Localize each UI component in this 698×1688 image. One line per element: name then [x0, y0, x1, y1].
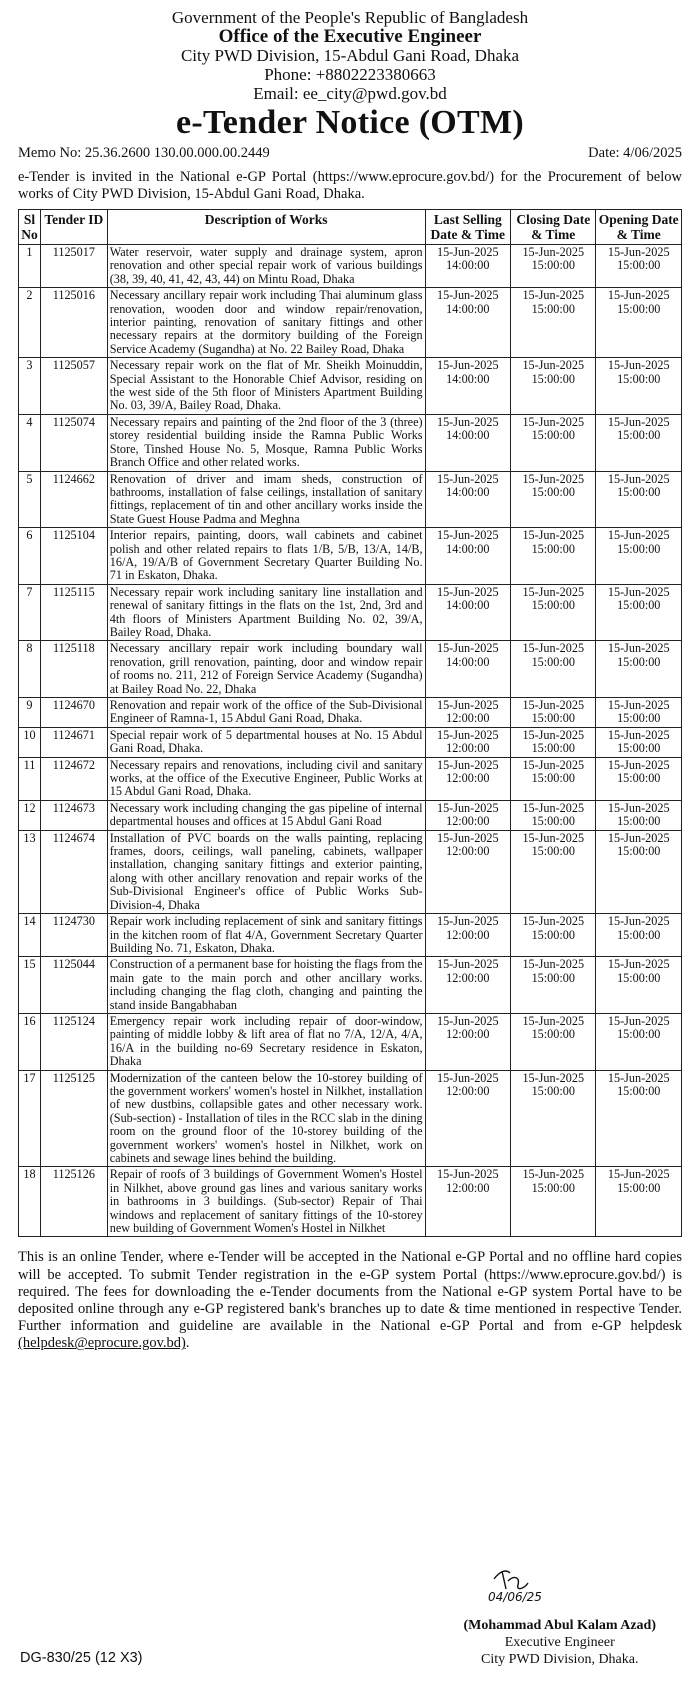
row-closing-cell: 15-Jun-2025 15:00:00 — [511, 698, 596, 728]
row-description-cell: Necessary repairs and renovations, including civil and sanitary works, at the office of the Executive Engineer, Public Works at 15 Abdul Gani Road, Dhaka. — [107, 757, 425, 800]
row-description-cell: Necessary repair work including sanitary line installation and renewal of sanitary fittings in the flats on the 1st, 2nd, 3rd and 4th floors of Ministers Apartment Building No. 02, 39/A, Bailey Road, Dhaka. — [107, 584, 425, 641]
row-closing-cell: 15-Jun-2025 15:00:00 — [511, 957, 596, 1014]
row-description-cell: Modernization of the canteen below the 10-storey building of the government workers' women's hostel in Nilkhet, installation of new dustbins, collapsible gates and other necessary work. (Sub-section) - Installation of tiles in the RCC slab in the dining room on the ground floor of the 10-storey building of the government workers' women's hostel in Nilkhet, work on cabinets and sewage lines behind the building. — [107, 1070, 425, 1167]
table-row — [19, 358, 682, 415]
row-closing-cell: 15-Jun-2025 15:00:00 — [511, 584, 596, 641]
handwritten-signature — [480, 1565, 560, 1607]
row-description-cell: Construction of a permanent base for hoisting the flags from the main gate to the main porch and other ancillary works. including changing the flag cloth, changing and painting the stand inside Bangabhaban — [107, 957, 425, 1014]
row-sl-cell: 13 — [19, 830, 41, 913]
row-description-cell: Water reservoir, water supply and drainage system, apron renovation and other special repair work of various buildings (38, 39, 40, 41, 42, 43, 44) on Mintu Road, Dhaka — [107, 245, 425, 288]
table-row — [19, 245, 682, 288]
row-description-cell: Necessary ancillary repair work including Thai aluminum glass renovation, wooden door and window repair/renovation, interior painting, renovation of sanitary fittings and other necessary repairs at the dormitory building of the Foreign Service Academy (Sugandha) at No. 22 Bailey Road, Dhaka — [107, 288, 425, 358]
row-description-cell: Necessary ancillary repair work including boundary wall renovation, grill renovation, painting, door and window repair of rooms no. 211, 212 of Foreign Service Academy (Sugandha) at Bailey Road No. 22, Dhaka — [107, 641, 425, 698]
table-row — [19, 414, 682, 471]
row-sl-cell: 3 — [19, 358, 41, 415]
row-tender-id-cell: 1124674 — [40, 830, 107, 913]
memo-row — [18, 145, 682, 162]
row-description-cell: Installation of PVC boards on the walls painting, replacing frames, doors, ceilings, wall paneling, cabinets, wallpaper installation, changing sanitary fittings and exterior painting, along with other ancillary renovation and repair works of the Sub-Divisional Engineer's office of Public Works Sub-Division-4, Dhaka — [107, 830, 425, 913]
row-description-cell: Renovation of driver and imam sheds, construction of bathrooms, installation of false ceilings, installation of sanitary fittings, replacement of tin and other ancillary works inside the State Guest House Padma and Meghna — [107, 471, 425, 528]
row-last-selling-cell: 15-Jun-2025 14:00:00 — [425, 358, 510, 415]
row-last-selling-cell: 15-Jun-2025 12:00:00 — [425, 757, 510, 800]
signer-designation: Executive Engineer — [504, 1635, 615, 1650]
memo-number: Memo No: 25.36.2600 130.00.000.00.2449 — [18, 145, 270, 161]
row-last-selling-cell: 15-Jun-2025 12:00:00 — [425, 1167, 510, 1237]
row-last-selling-cell: 15-Jun-2025 14:00:00 — [425, 414, 510, 471]
row-last-selling-cell: 15-Jun-2025 14:00:00 — [425, 641, 510, 698]
footer-text: This is an online Tender, where e-Tender will be accepted in the National e-GP Portal and no offline hard copies will be accepted. To submit Tender registration in the e-GP system Portal (https://www.eprocure.gov.bd/) is required. The fees for downloading the e-Tender documents from the National e-GP system Portal have to be deposited online through any e-GP registered bank's branches up to date & time mentioned in respective Tender. Further information and guideline are available in the National e-GP Portal and from e-GP helpdesk — [18, 1249, 682, 1335]
row-closing-cell: 15-Jun-2025 15:00:00 — [511, 245, 596, 288]
table-row — [19, 1167, 682, 1237]
row-last-selling-cell: 15-Jun-2025 12:00:00 — [425, 957, 510, 1014]
row-sl-cell: 4 — [19, 414, 41, 471]
table-row — [19, 757, 682, 800]
row-opening-cell: 15-Jun-2025 15:00:00 — [596, 698, 682, 728]
letterhead — [18, 8, 682, 103]
row-opening-cell: 15-Jun-2025 15:00:00 — [596, 757, 682, 800]
table-row — [19, 1013, 682, 1070]
row-opening-cell: 15-Jun-2025 15:00:00 — [596, 414, 682, 471]
row-sl-cell: 15 — [19, 957, 41, 1014]
row-closing-cell: 15-Jun-2025 15:00:00 — [511, 830, 596, 913]
email-line: Email: ee_city@pwd.gov.bd — [253, 84, 447, 103]
row-closing-cell: 15-Jun-2025 15:00:00 — [511, 800, 596, 830]
row-opening-cell: 15-Jun-2025 15:00:00 — [596, 358, 682, 415]
row-opening-cell: 15-Jun-2025 15:00:00 — [596, 914, 682, 957]
table-row — [19, 698, 682, 728]
footer-period: . — [185, 1335, 190, 1352]
row-opening-cell: 15-Jun-2025 15:00:00 — [596, 1167, 682, 1237]
notice-date: Date: 4/06/2025 — [588, 145, 682, 161]
row-closing-cell: 15-Jun-2025 15:00:00 — [511, 288, 596, 358]
row-tender-id-cell: 1124662 — [40, 471, 107, 528]
row-description-cell: Special repair work of 5 departmental houses at No. 15 Abdul Gani Road, Dhaka. — [107, 727, 425, 757]
header-closing: Closing Date & Time — [511, 210, 596, 245]
row-tender-id-cell: 1124670 — [40, 698, 107, 728]
signer-name: (Mohammad Abul Kalam Azad) — [463, 1618, 656, 1633]
row-description-cell: Necessary work including changing the gas pipeline of internal departmental houses and offices at 15 Abdul Gani Road — [107, 800, 425, 830]
row-description-cell: Repair work including replacement of sink and sanitary fittings in the kitchen room of flat 4/A, Government Secretary Quarter Building No. 71, Eskaton, Dhaka. — [107, 914, 425, 957]
row-opening-cell: 15-Jun-2025 15:00:00 — [596, 957, 682, 1014]
row-tender-id-cell: 1125017 — [40, 245, 107, 288]
row-tender-id-cell: 1125057 — [40, 358, 107, 415]
table-row — [19, 1070, 682, 1167]
row-opening-cell: 15-Jun-2025 15:00:00 — [596, 830, 682, 913]
row-opening-cell: 15-Jun-2025 15:00:00 — [596, 288, 682, 358]
row-closing-cell: 15-Jun-2025 15:00:00 — [511, 914, 596, 957]
row-closing-cell: 15-Jun-2025 15:00:00 — [511, 757, 596, 800]
row-closing-cell: 15-Jun-2025 15:00:00 — [511, 727, 596, 757]
row-tender-id-cell: 1125124 — [40, 1013, 107, 1070]
table-row — [19, 800, 682, 830]
row-sl-cell: 5 — [19, 471, 41, 528]
header-sl: Sl No — [19, 210, 41, 245]
intro-paragraph: e-Tender is invited in the National e-GP Portal (https://www.eprocure.gov.bd/) for the Procurement of below works of City PWD Division, 15-Abdul Gani Road, Dhaka. — [18, 169, 682, 202]
table-row — [19, 471, 682, 528]
signer-details — [463, 1617, 656, 1668]
row-tender-id-cell: 1124671 — [40, 727, 107, 757]
row-description-cell: Repair of roofs of 3 buildings of Government Women's Hostel in Nilkhet, above ground gas lines and various sanitary works in bathrooms in 3 buildings. (Sub-sector) Repair of Thai windows and replacement of sanitary fittings of the 10-storey new building of Government Women's Hostel in Nilkhet — [107, 1167, 425, 1237]
row-opening-cell: 15-Jun-2025 15:00:00 — [596, 584, 682, 641]
row-closing-cell: 15-Jun-2025 15:00:00 — [511, 414, 596, 471]
header-last-selling: Last Selling Date & Time — [425, 210, 510, 245]
header-tender-id: Tender ID — [40, 210, 107, 245]
division-address: City PWD Division, 15-Abdul Gani Road, Dhaka — [180, 46, 520, 65]
row-closing-cell: 15-Jun-2025 15:00:00 — [511, 1013, 596, 1070]
row-description-cell: Renovation and repair work of the office of the Sub-Divisional Engineer of Ramna-1, 15 Abdul Gani Road, Dhaka. — [107, 698, 425, 728]
row-sl-cell: 7 — [19, 584, 41, 641]
row-last-selling-cell: 15-Jun-2025 12:00:00 — [425, 727, 510, 757]
signature-date: 04/06/25 — [488, 1590, 542, 1604]
row-last-selling-cell: 15-Jun-2025 12:00:00 — [425, 1013, 510, 1070]
row-last-selling-cell: 15-Jun-2025 12:00:00 — [425, 1070, 510, 1167]
row-closing-cell: 15-Jun-2025 15:00:00 — [511, 471, 596, 528]
row-tender-id-cell: 1125118 — [40, 641, 107, 698]
row-last-selling-cell: 15-Jun-2025 12:00:00 — [425, 800, 510, 830]
row-tender-id-cell: 1125074 — [40, 414, 107, 471]
office-name: Office of the Executive Engineer — [218, 26, 482, 47]
tender-notice-page — [18, 8, 682, 1353]
row-tender-id-cell: 1125115 — [40, 584, 107, 641]
row-sl-cell: 14 — [19, 914, 41, 957]
table-row — [19, 830, 682, 913]
table-row — [19, 914, 682, 957]
row-opening-cell: 15-Jun-2025 15:00:00 — [596, 245, 682, 288]
row-tender-id-cell: 1125044 — [40, 957, 107, 1014]
row-last-selling-cell: 15-Jun-2025 12:00:00 — [425, 830, 510, 913]
row-sl-cell: 16 — [19, 1013, 41, 1070]
table-row — [19, 727, 682, 757]
table-row — [19, 641, 682, 698]
phone-line: Phone: +8802223380663 — [264, 65, 436, 84]
row-tender-id-cell: 1124730 — [40, 914, 107, 957]
row-sl-cell: 12 — [19, 800, 41, 830]
row-sl-cell: 1 — [19, 245, 41, 288]
row-opening-cell: 15-Jun-2025 15:00:00 — [596, 1013, 682, 1070]
row-closing-cell: 15-Jun-2025 15:00:00 — [511, 1167, 596, 1237]
row-sl-cell: 8 — [19, 641, 41, 698]
table-row — [19, 528, 682, 585]
row-tender-id-cell: 1125125 — [40, 1070, 107, 1167]
row-description-cell: Interior repairs, painting, doors, wall cabinets and cabinet polish and other related repairs to flats 1/B, 5/B, 13/A, 14/B, 16/A, 19/A/B of Government Secretary Quarter Building No. 71 in Eskaton, Dhaka. — [107, 528, 425, 585]
row-tender-id-cell: 1125126 — [40, 1167, 107, 1237]
government-name: Government of the People's Republic of Bangladesh — [171, 8, 529, 27]
footer-paragraph — [18, 1249, 682, 1352]
tender-table — [18, 209, 682, 1237]
document-reference: DG-830/25 (12 X3) — [20, 1650, 143, 1666]
row-closing-cell: 15-Jun-2025 15:00:00 — [511, 358, 596, 415]
tender-table-body — [19, 245, 682, 1237]
row-opening-cell: 15-Jun-2025 15:00:00 — [596, 641, 682, 698]
row-tender-id-cell: 1125104 — [40, 528, 107, 585]
row-last-selling-cell: 15-Jun-2025 14:00:00 — [425, 288, 510, 358]
table-row — [19, 957, 682, 1014]
row-sl-cell: 9 — [19, 698, 41, 728]
row-last-selling-cell: 15-Jun-2025 12:00:00 — [425, 914, 510, 957]
row-sl-cell: 17 — [19, 1070, 41, 1167]
row-closing-cell: 15-Jun-2025 15:00:00 — [511, 528, 596, 585]
row-description-cell: Necessary repairs and painting of the 2nd floor of the 3 (three) storey residential building inside the Ramna Public Works Store, Tinshed House No. 5, Mosque, Ramna Public Works Branch Office and other related works. — [107, 414, 425, 471]
row-last-selling-cell: 15-Jun-2025 14:00:00 — [425, 584, 510, 641]
table-row — [19, 584, 682, 641]
helpdesk-email-link[interactable]: (helpdesk@eprocure.gov.bd) — [18, 1335, 186, 1352]
notice-title: e-Tender Notice (OTM) — [175, 104, 525, 141]
row-opening-cell: 15-Jun-2025 15:00:00 — [596, 727, 682, 757]
row-tender-id-cell: 1125016 — [40, 288, 107, 358]
row-sl-cell: 18 — [19, 1167, 41, 1237]
row-description-cell: Necessary repair work on the flat of Mr. Sheikh Moinuddin, Special Assistant to the Honorable Chief Advisor, residing on the west side of the 5th floor of Ministers Apartment Building No. 03, 39/A, Bailey Road, Dhaka. — [107, 358, 425, 415]
row-sl-cell: 10 — [19, 727, 41, 757]
row-sl-cell: 11 — [19, 757, 41, 800]
row-last-selling-cell: 15-Jun-2025 14:00:00 — [425, 528, 510, 585]
row-sl-cell: 2 — [19, 288, 41, 358]
signature-block — [18, 1565, 682, 1680]
row-opening-cell: 15-Jun-2025 15:00:00 — [596, 528, 682, 585]
row-opening-cell: 15-Jun-2025 15:00:00 — [596, 1070, 682, 1167]
row-closing-cell: 15-Jun-2025 15:00:00 — [511, 641, 596, 698]
table-header-row — [19, 210, 682, 245]
row-sl-cell: 6 — [19, 528, 41, 585]
header-opening: Opening Date & Time — [596, 210, 682, 245]
row-last-selling-cell: 15-Jun-2025 12:00:00 — [425, 698, 510, 728]
table-row — [19, 288, 682, 358]
row-last-selling-cell: 15-Jun-2025 14:00:00 — [425, 245, 510, 288]
row-closing-cell: 15-Jun-2025 15:00:00 — [511, 1070, 596, 1167]
header-description: Description of Works — [107, 210, 425, 245]
row-description-cell: Emergency repair work including repair of door-window, painting of middle lobby & lift area of flat no 7/A, 12/A, 4/A, 16/A in the building no-69 Secretary residence in Eskaton, Dhaka — [107, 1013, 425, 1070]
signer-office: City PWD Division, Dhaka. — [480, 1652, 639, 1667]
row-last-selling-cell: 15-Jun-2025 14:00:00 — [425, 471, 510, 528]
row-tender-id-cell: 1124672 — [40, 757, 107, 800]
row-opening-cell: 15-Jun-2025 15:00:00 — [596, 800, 682, 830]
row-tender-id-cell: 1124673 — [40, 800, 107, 830]
row-opening-cell: 15-Jun-2025 15:00:00 — [596, 471, 682, 528]
